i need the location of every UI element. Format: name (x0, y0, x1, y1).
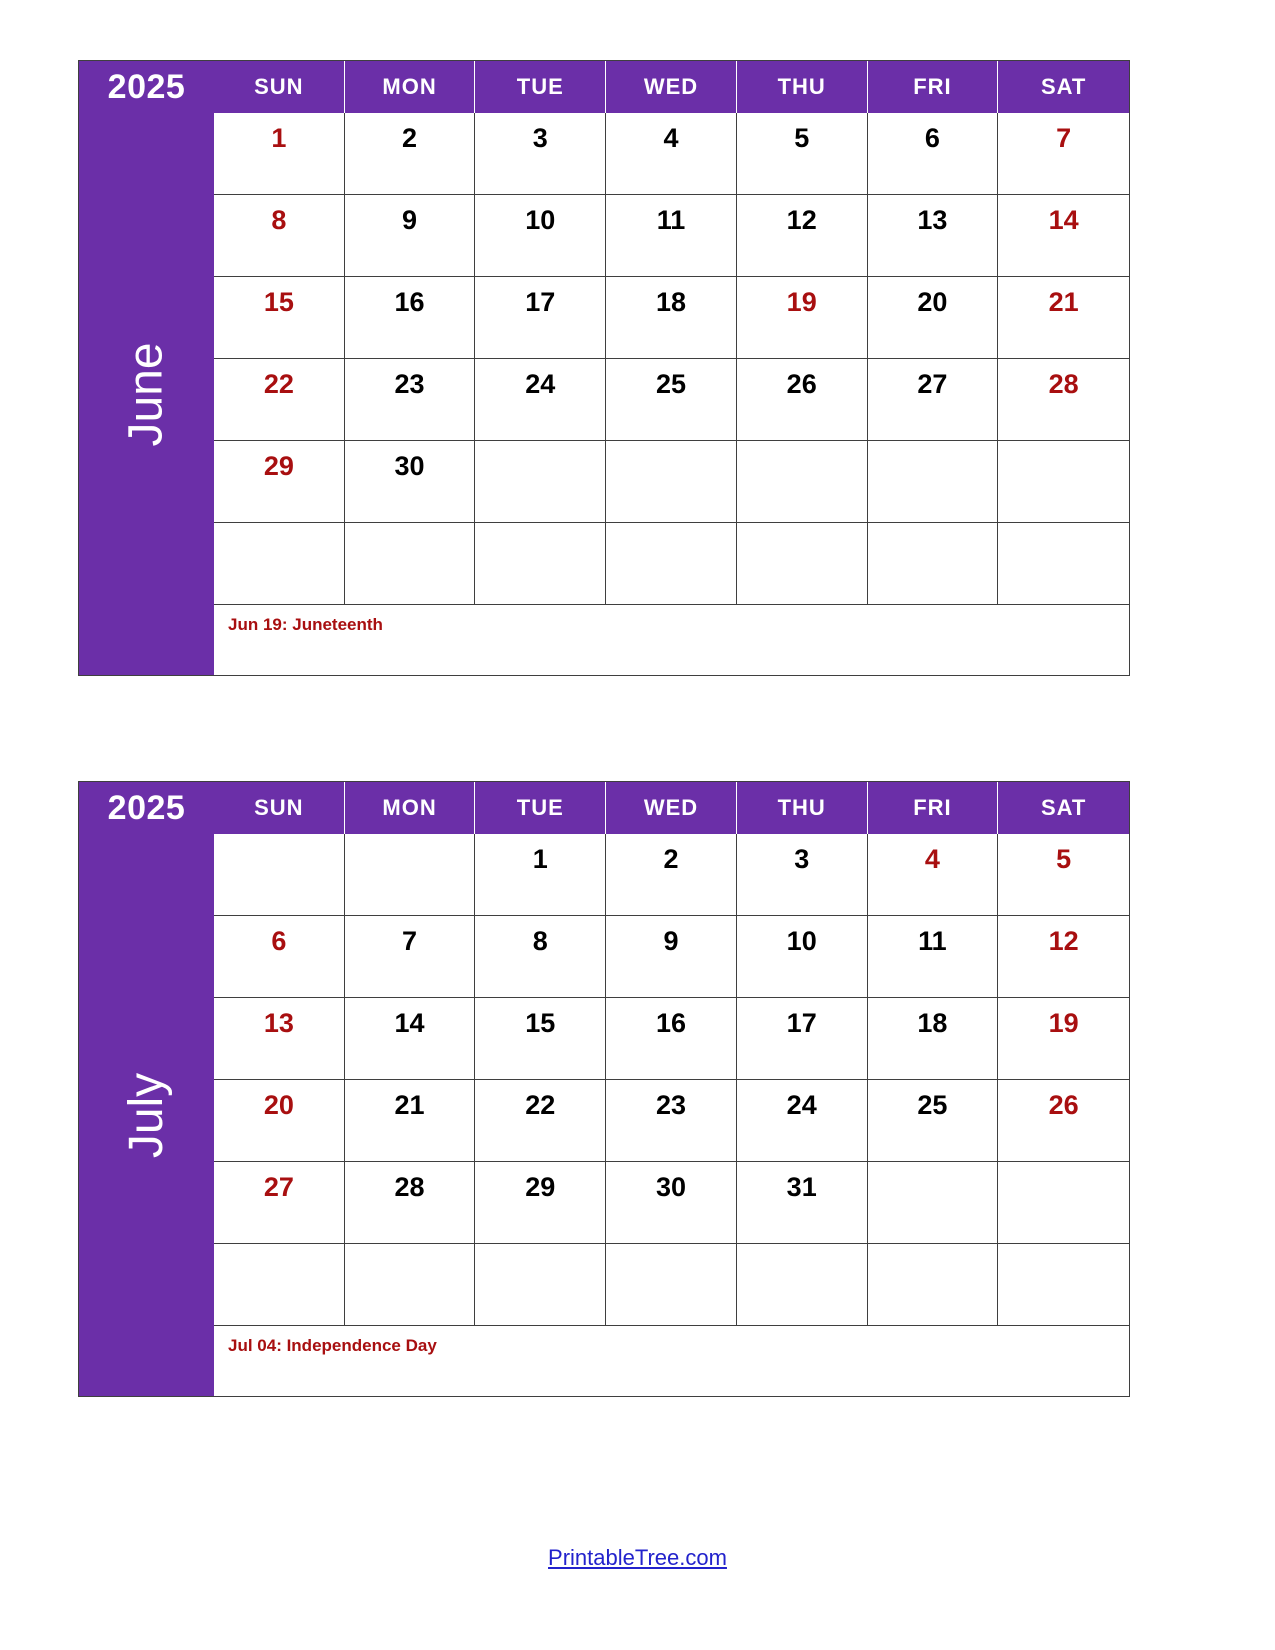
day-cell[interactable]: 19 (998, 998, 1129, 1080)
day-cell[interactable]: 26 (737, 359, 868, 441)
weekday-header-mon: MON (345, 782, 476, 834)
day-cell[interactable] (606, 523, 737, 605)
day-cell[interactable] (737, 523, 868, 605)
day-cell[interactable]: 8 (214, 195, 345, 277)
day-cell[interactable]: 1 (214, 113, 345, 195)
day-cell[interactable]: 21 (998, 277, 1129, 359)
day-cell[interactable]: 20 (868, 277, 999, 359)
day-cell[interactable] (868, 1244, 999, 1326)
day-cell[interactable] (214, 1244, 345, 1326)
weekday-header-sat: SAT (998, 782, 1129, 834)
weekday-header-tue: TUE (475, 61, 606, 113)
day-cell[interactable] (475, 441, 606, 523)
weekday-header-wed: WED (606, 782, 737, 834)
day-cell[interactable]: 18 (868, 998, 999, 1080)
day-cell[interactable] (345, 1244, 476, 1326)
weekday-header-fri: FRI (868, 61, 999, 113)
day-cell[interactable]: 14 (345, 998, 476, 1080)
day-cell[interactable]: 23 (345, 359, 476, 441)
day-cell[interactable]: 18 (606, 277, 737, 359)
day-cell[interactable]: 12 (998, 916, 1129, 998)
day-cell[interactable]: 11 (868, 916, 999, 998)
day-cell[interactable] (214, 523, 345, 605)
day-cell[interactable] (475, 523, 606, 605)
month-band-july (79, 782, 214, 1396)
day-cell[interactable]: 29 (475, 1162, 606, 1244)
day-cell[interactable]: 25 (868, 1080, 999, 1162)
day-cell[interactable]: 29 (214, 441, 345, 523)
footer (0, 1545, 1275, 1571)
day-cell[interactable] (606, 1244, 737, 1326)
day-cell[interactable]: 15 (214, 277, 345, 359)
day-cell[interactable] (737, 1244, 868, 1326)
weekday-header-mon: MON (345, 61, 476, 113)
day-cell[interactable]: 30 (606, 1162, 737, 1244)
weekday-header-sun: SUN (214, 61, 345, 113)
weekday-header-wed: WED (606, 61, 737, 113)
day-cell[interactable] (868, 523, 999, 605)
day-cell[interactable]: 21 (345, 1080, 476, 1162)
weekday-header-sat: SAT (998, 61, 1129, 113)
day-cell[interactable]: 7 (998, 113, 1129, 195)
day-cell[interactable] (737, 441, 868, 523)
day-cell[interactable] (345, 523, 476, 605)
day-cell[interactable]: 6 (214, 916, 345, 998)
day-cell[interactable]: 16 (606, 998, 737, 1080)
day-cell[interactable]: 16 (345, 277, 476, 359)
weekday-header-tue: TUE (475, 782, 606, 834)
day-cell[interactable] (606, 441, 737, 523)
day-cell[interactable]: 27 (214, 1162, 345, 1244)
day-cell[interactable]: 10 (475, 195, 606, 277)
day-cell-holiday[interactable]: 19 (737, 277, 868, 359)
month-band-june (79, 61, 214, 675)
weekday-header-thu: THU (737, 782, 868, 834)
calendar-month-july (78, 781, 1130, 1397)
day-cell[interactable]: 6 (868, 113, 999, 195)
day-cell[interactable]: 3 (475, 113, 606, 195)
year-label-june: 2025 (107, 67, 186, 106)
day-cell[interactable] (345, 834, 476, 916)
day-cell[interactable]: 11 (606, 195, 737, 277)
day-cell[interactable]: 13 (868, 195, 999, 277)
day-cell[interactable] (868, 1162, 999, 1244)
day-cell[interactable]: 25 (606, 359, 737, 441)
day-cell[interactable]: 24 (737, 1080, 868, 1162)
month-name-july: July (119, 1072, 173, 1158)
holiday-notes-july: Jul 04: Independence Day (214, 1326, 1129, 1396)
holiday-notes-june: Jun 19: Juneteenth (214, 605, 1129, 675)
weekday-header-thu: THU (737, 61, 868, 113)
calendar-month-june (78, 60, 1130, 676)
day-cell[interactable]: 22 (214, 359, 345, 441)
day-cell[interactable]: 20 (214, 1080, 345, 1162)
day-cell[interactable]: 5 (998, 834, 1129, 916)
day-cell-holiday[interactable]: 4 (868, 834, 999, 916)
day-cell[interactable]: 30 (345, 441, 476, 523)
day-cell[interactable]: 17 (475, 277, 606, 359)
day-cell[interactable]: 26 (998, 1080, 1129, 1162)
day-cell[interactable]: 28 (345, 1162, 476, 1244)
day-cell[interactable]: 22 (475, 1080, 606, 1162)
day-cell[interactable]: 23 (606, 1080, 737, 1162)
day-cell[interactable]: 9 (345, 195, 476, 277)
year-label-july: 2025 (107, 788, 186, 827)
day-cell[interactable]: 2 (606, 834, 737, 916)
day-cell[interactable]: 4 (606, 113, 737, 195)
day-cell[interactable]: 27 (868, 359, 999, 441)
weekday-header-fri: FRI (868, 782, 999, 834)
day-cell[interactable]: 24 (475, 359, 606, 441)
day-cell[interactable]: 5 (737, 113, 868, 195)
day-cell[interactable]: 10 (737, 916, 868, 998)
day-cell[interactable] (214, 834, 345, 916)
day-cell[interactable] (475, 1244, 606, 1326)
day-cell[interactable] (998, 1244, 1129, 1326)
day-cell[interactable]: 15 (475, 998, 606, 1080)
day-cell[interactable]: 28 (998, 359, 1129, 441)
day-cell[interactable]: 3 (737, 834, 868, 916)
day-cell[interactable]: 7 (345, 916, 476, 998)
day-cell[interactable]: 13 (214, 998, 345, 1080)
day-cell[interactable]: 8 (475, 916, 606, 998)
day-cell[interactable]: 12 (737, 195, 868, 277)
day-cell[interactable]: 1 (475, 834, 606, 916)
day-cell[interactable] (998, 523, 1129, 605)
day-cell[interactable]: 2 (345, 113, 476, 195)
printabletree-link[interactable]: PrintableTree.com (548, 1545, 727, 1570)
day-cell[interactable] (998, 441, 1129, 523)
day-cell[interactable]: 14 (998, 195, 1129, 277)
day-cell[interactable] (868, 441, 999, 523)
weekday-header-sun: SUN (214, 782, 345, 834)
day-cell[interactable]: 31 (737, 1162, 868, 1244)
day-cell[interactable]: 17 (737, 998, 868, 1080)
day-cell[interactable]: 9 (606, 916, 737, 998)
day-cell[interactable] (998, 1162, 1129, 1244)
month-name-june: June (120, 341, 173, 447)
